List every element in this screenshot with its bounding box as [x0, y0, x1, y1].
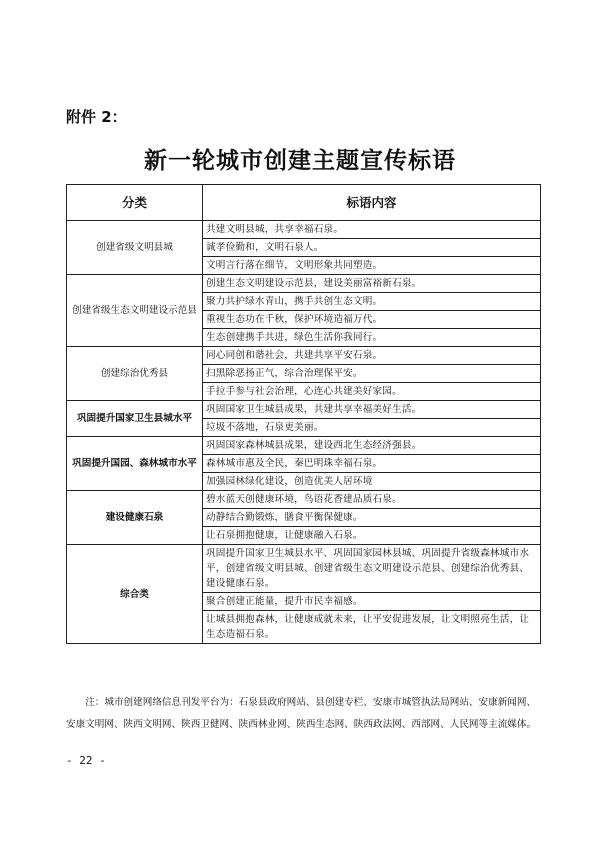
- slogan-cell: 创建生态文明建设示范县，建设美丽富裕新石泉。: [203, 275, 541, 293]
- table-row: [67, 545, 541, 593]
- table-row: [67, 347, 541, 365]
- category-cell: 建设健康石泉: [67, 491, 203, 545]
- slogan-cell: 垃圾不落地，石泉更美丽。: [203, 419, 541, 437]
- footnote: 注：城市创建网络信息刊发平台为：石泉县政府网站、县创建专栏、安康市城管执法局网站、安康新闻网、安康文明网、陕西文明网、陕西卫健网、陕西林业网、陕西生态网、陕西政法网、西部网、人民网等主流媒体。: [66, 697, 537, 730]
- table-row: [67, 491, 541, 509]
- category-cell: 综合类: [67, 545, 203, 644]
- category-cell: 创建综治优秀县: [67, 347, 203, 401]
- slogan-cell: 巩固提升国家卫生城县水平、巩固国家园林县城、巩固提升省级森林城市水平，创建省级文明县城、创建省级生态文明建设示范县、创建综治优秀县、建设健康石泉。: [203, 545, 541, 593]
- page-title: 新一轮城市创建主题宣传标语: [144, 147, 456, 174]
- slogan-cell: 森林城市惠及全民，秦巴明珠幸福石泉。: [203, 455, 541, 473]
- slogan-cell: 让城县拥抱森林，让健康成就未来，让平安促进发展，让文明照亮生活，让生态造福石泉。: [203, 611, 541, 644]
- slogan-cell: 手拉手参与社会治理，心连心共建美好家园。: [203, 383, 541, 401]
- slogan-table: [66, 184, 541, 644]
- table-row: [67, 437, 541, 455]
- slogan-cell: 聚力共护绿水青山，携手共创生态文明。: [203, 293, 541, 311]
- column-header-content: 标语内容: [203, 185, 541, 221]
- slogan-cell: 让石泉拥抱健康，让健康融入石泉。: [203, 527, 541, 545]
- slogan-cell: 巩固国家卫生城县成果，共建共享幸福美好生活。: [203, 401, 541, 419]
- category-cell: 创建省级生态文明建设示范县: [67, 275, 203, 347]
- table-body: [67, 221, 541, 644]
- table-row: [67, 401, 541, 419]
- slogan-cell: 文明言行落在细节，文明形象共同塑造。: [203, 257, 541, 275]
- slogan-cell: 巩固国家森林城县成果，建设西北生态经济强县。: [203, 437, 541, 455]
- slogan-cell: 聚合创建正能量，提升市民幸福感。: [203, 593, 541, 611]
- slogan-cell: 重视生态功在千秋，保护环境造福万代。: [203, 311, 541, 329]
- slogan-cell: 碧水蓝天创健康环境，鸟语花香建品质石泉。: [203, 491, 541, 509]
- category-cell: 创建省级文明县城: [67, 221, 203, 275]
- attachment-label: 附件 2：: [66, 108, 127, 126]
- column-header-category: 分类: [67, 185, 203, 221]
- slogan-cell: 诚孝俭勤和，文明石泉人。: [203, 239, 541, 257]
- slogan-cell: 加强园林绿化建设，创造优美人居环境: [203, 473, 541, 491]
- table-header-row: [67, 185, 541, 221]
- table-row: [67, 221, 541, 239]
- slogan-cell: 同心同创和谐社会，共建共享平安石泉。: [203, 347, 541, 365]
- slogan-cell: 生态创建携手共进，绿色生活你我同行。: [203, 329, 541, 347]
- category-cell: 巩固提升国园、森林城市水平: [67, 437, 203, 491]
- page-number: - 22 -: [66, 754, 106, 767]
- slogan-cell: 动静结合勤锻炼，膳食平衡保健康。: [203, 509, 541, 527]
- category-cell: 巩固提升国家卫生县城水平: [67, 401, 203, 437]
- slogan-cell: 扫黑除恶扬正气，综合治理保平安。: [203, 365, 541, 383]
- table-row: [67, 275, 541, 293]
- slogan-cell: 共建文明县城，共享幸福石泉。: [203, 221, 541, 239]
